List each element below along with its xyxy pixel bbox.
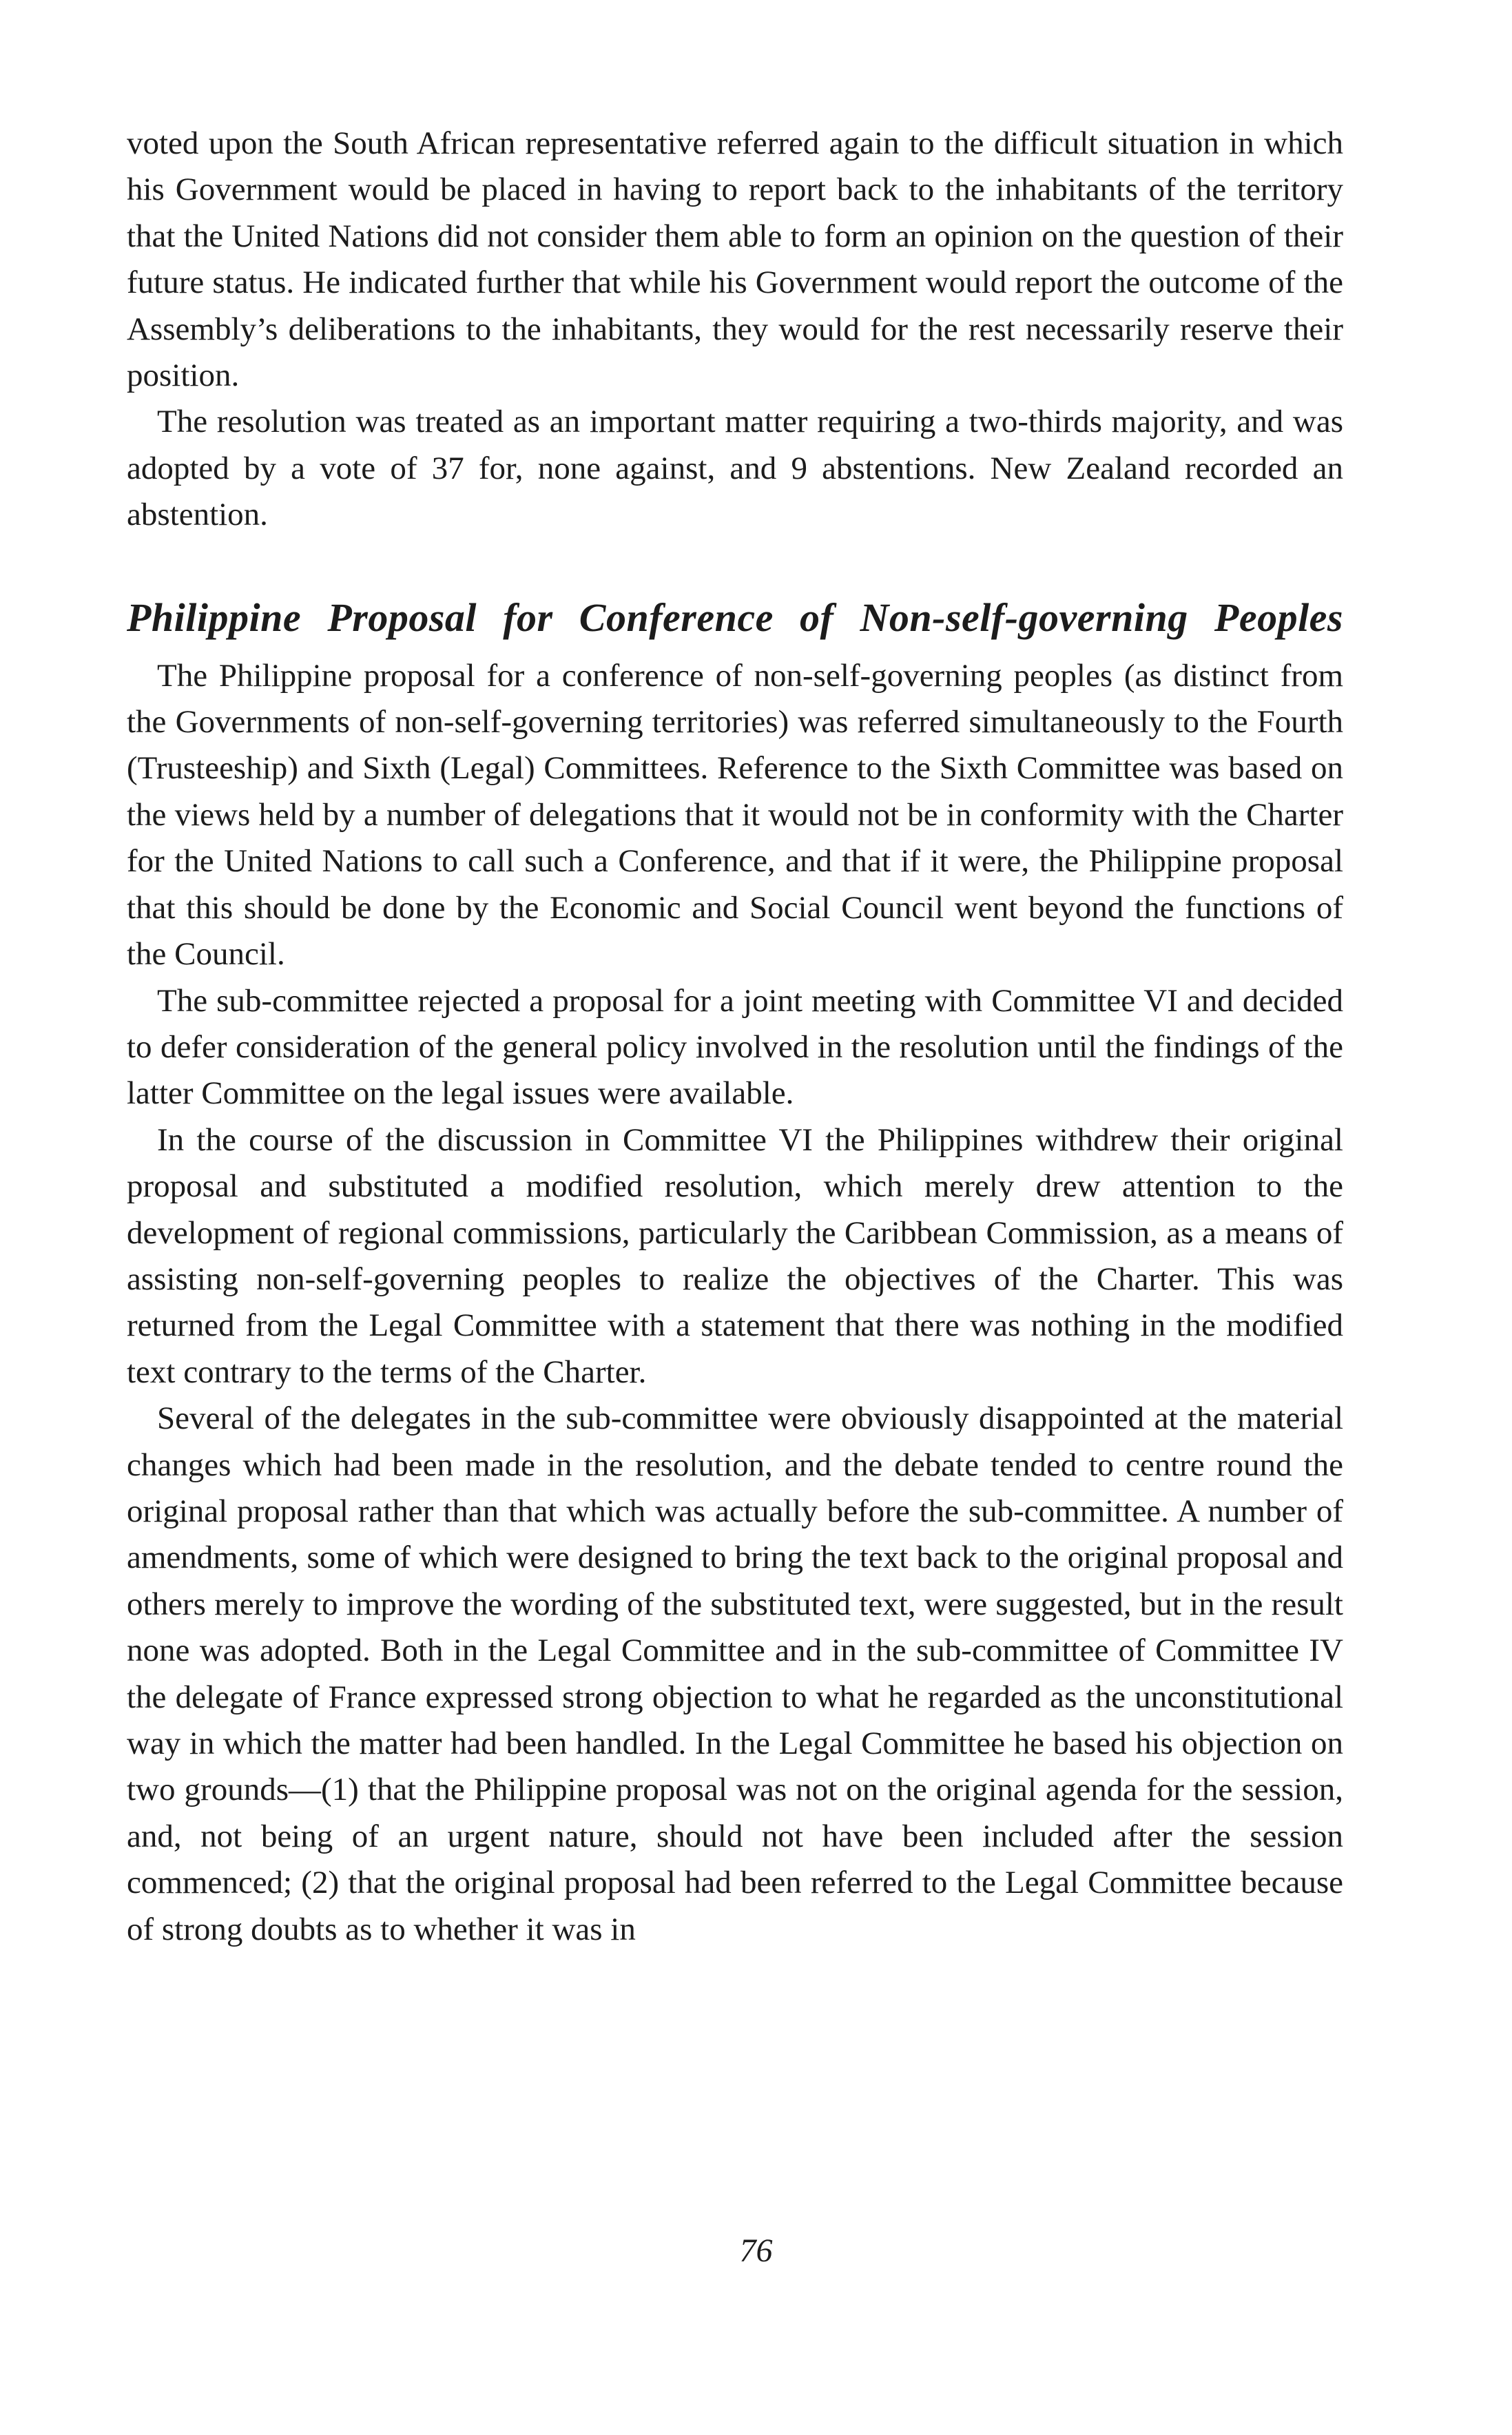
page-body bbox=[127, 121, 1343, 1953]
paragraph-continued: voted upon the South African representative referred again to the difficult situation in which his Government would be placed in having to report back to the inhabitants of the territory that the United Nations did not consider them able to form an opinion on the question of their future status. He indicated further that while his Government would report the outcome of the Assembly’s deliberations to the inhabitants, they would for the rest necessarily reserve their position. bbox=[127, 125, 1343, 394]
paragraph-philippine-proposal: The Philippine proposal for a conference of non-self-governing peoples (as distinct from the Governments of non-self-governing territories) was referred simultaneously to the Fourth (Trusteeship) and Sixth (Legal) Committees. Reference to the Sixth Committee was based on the views held by a number of delegations that it would not be in conformity with the Charter for the United Nations to call such a Conference, and that if it were, the Philippine proposal that this should be done by the Economic and Social Council went beyond the functions of the Council. bbox=[127, 657, 1343, 973]
page-number: 76 bbox=[739, 2232, 773, 2269]
paragraph-resolution-vote: The resolution was treated as an important matter requiring a two-thirds majority, and was adopted by a vote of 37 for, none against, and 9 abstentions. New Zealand recorded an abstention. bbox=[127, 404, 1343, 533]
paragraph-delegates: Several of the delegates in the sub-committee were obviously disappointed at the material changes which had been made in the resolution, and the debate tended to centre round the original proposal rather than that which was actually before the sub-committee. A number of amendments, some of which were designed to bring the text back to the original proposal and others merely to improve the wording of the substituted text, were suggested, but in the result none was adopted. Both in the Legal Committee and in the sub-committee of Committee IV the delegate of France expressed strong objection to what he regarded as the unconstitutional way in which the matter had been handled. In the Legal Committee he based his objection on two grounds—(1) that the Philippine proposal was not on the original agenda for the session, and, not being of an urgent nature, should not have been included after the session commenced; (2) that the original proposal had been referred to the Legal Committee because of strong doubts as to whether it was in bbox=[127, 1400, 1343, 1947]
paragraph-committee-vi: In the course of the discussion in Committee VI the Philippines withdrew their original proposal and substituted a modified resolution, which merely drew attention to the development of regional commissions, particularly the Caribbean Commission, as a means of assisting non-self-governing peoples to realize the objectives of the Charter. This was returned from the Legal Committee with a statement that there was nothing in the modified text contrary to the terms of the Charter. bbox=[127, 1121, 1343, 1390]
section-heading: Philippine Proposal for Conference of Non-self-governing Peoples bbox=[127, 594, 1343, 640]
paragraph-sub-committee: The sub-committee rejected a proposal for a joint meeting with Committee VI and decided to defer consideration of the general policy involved in the resolution until the findings of the latter Committee on the legal issues were available. bbox=[127, 982, 1343, 1112]
